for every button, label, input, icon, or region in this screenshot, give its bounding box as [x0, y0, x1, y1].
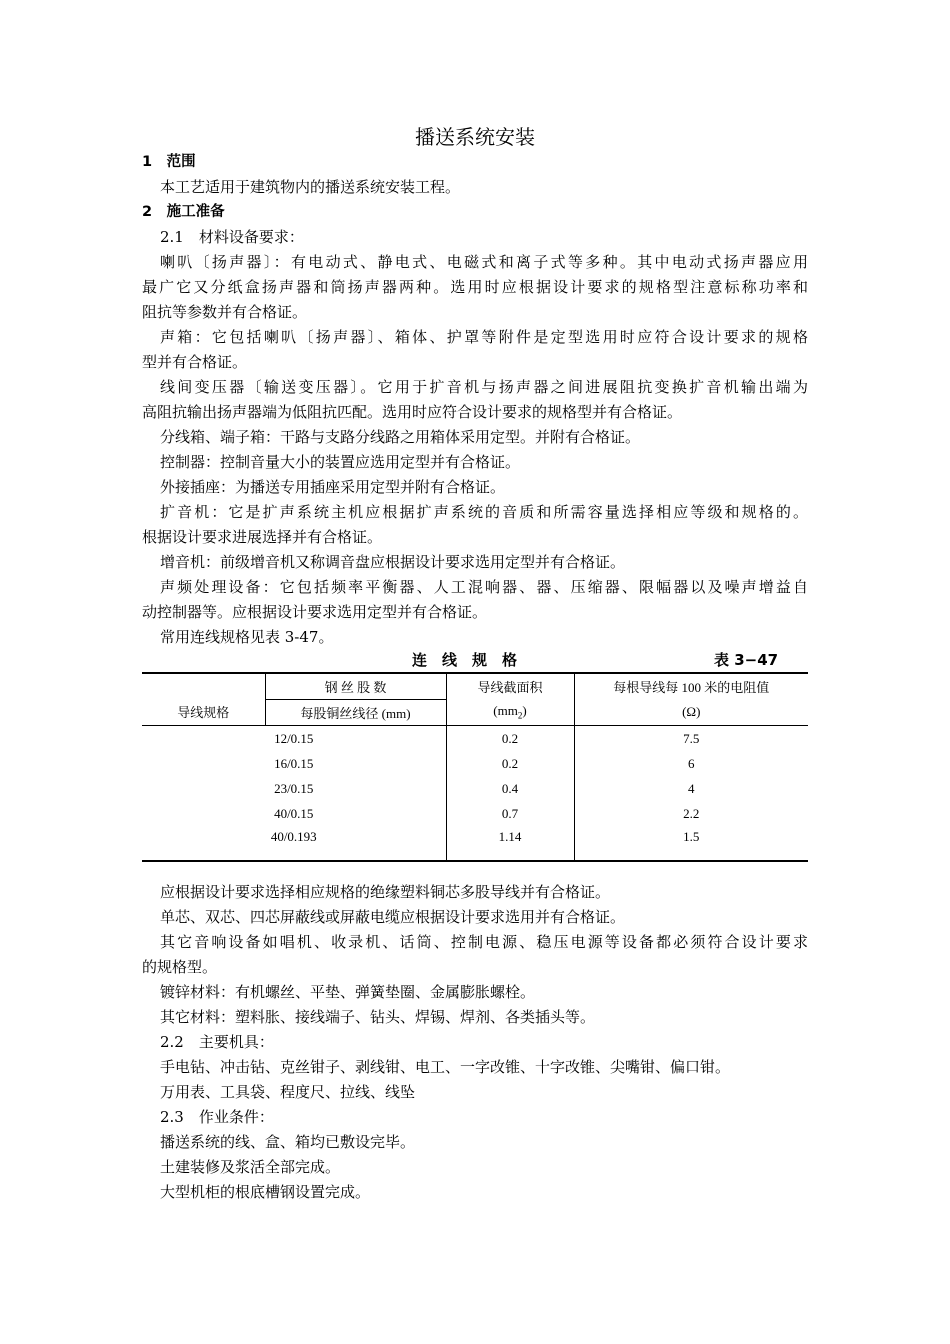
table-row [142, 726, 808, 752]
transformer-paragraph-line-1: 线间变压器〔输送变压器〕。它用于扩音机与扬声器之间进展阻抗变换扩音机输出端为 [160, 378, 808, 396]
soundbox-paragraph-line-2: 型并有合格证。 [142, 353, 248, 371]
other-materials-paragraph: 其它材料：塑料胀、接线端子、钻头、焊锡、焊剂、各类插头等。 [160, 1008, 596, 1026]
table-number: 表 3−47 [714, 651, 779, 669]
table-reference: 常用连线规格见表 3-47。 [160, 628, 334, 646]
table-caption: 连 线 规 格 [412, 651, 518, 669]
wire-spec-table [142, 672, 808, 862]
amplifier-paragraph-line-1: 扩音机：它是扩声系统主机应根据扩声系统的音质和所需容量选择相应等级和规格的。 [160, 503, 808, 521]
cell-resistance: 4 [688, 780, 695, 796]
section-2-2-heading: 2.2 主要机具： [160, 1033, 274, 1051]
cell-area: 0.2 [446, 726, 574, 752]
header-wire-spec: 导线规格 [142, 673, 265, 726]
shielded-cable-paragraph: 单芯、双芯、四芯屏蔽线或屏蔽电缆应根据设计要求选用并有合格证。 [160, 908, 626, 926]
header-strand-diameter: 每股铜丝线径 (mm) [265, 700, 446, 726]
junction-box-paragraph: 分线箱、端子箱：干路与支路分线路之用箱体采用定型。并附有合格证。 [160, 428, 641, 446]
cell-resistance: 1.5 [574, 826, 808, 861]
other-equipment-paragraph-line-2: 的规格型。 [142, 958, 218, 976]
wire-paragraph: 应根据设计要求选择相应规格的绝缘塑料铜芯多股导线并有合格证。 [160, 883, 611, 901]
speaker-paragraph-line-3: 阻抗等参数并有合格证。 [142, 303, 308, 321]
section-1-text: 本工艺适用于建筑物内的播送系统安装工程。 [160, 178, 461, 196]
table-row [142, 776, 808, 801]
cell-spec: 40/0.15 [142, 801, 446, 826]
header-cross-section: 导线截面积 [446, 673, 574, 700]
cell-spec: 40/0.193 [142, 826, 446, 861]
cell-resistance: 7.5 [683, 730, 700, 746]
header-resistance: 每根导线每 100 米的电阻值 [574, 673, 808, 700]
cell-spec: 23/0.15 [142, 776, 446, 801]
section-2-3-heading: 2.3 作业条件： [160, 1108, 274, 1126]
section-1-heading: 1 范围 [142, 154, 196, 170]
page-title: 播送系统安装 [415, 125, 535, 149]
cell-spec: 12/0.15 [142, 726, 446, 752]
table-header-row-1 [142, 673, 808, 700]
audio-processing-paragraph-line-2: 动控制器等。应根据设计要求选用定型并有合格证。 [142, 603, 488, 621]
header-cross-section-unit: $(mm_2)$ [446, 700, 574, 726]
tools-line-2: 万用表、工具袋、程度尺、拉线、线坠 [160, 1083, 416, 1101]
controller-paragraph: 控制器：控制音量大小的装置应选用定型并有合格证。 [160, 453, 521, 471]
cell-area: 1.14 [446, 826, 574, 861]
table-row [142, 826, 808, 861]
section-2-1-heading: 2.1 材料设备要求： [160, 228, 304, 246]
table-row [142, 801, 808, 826]
cell-area: 0.4 [446, 776, 574, 801]
audio-processing-paragraph-line-1: 声频处理设备：它包括频率平衡器、人工混响器、器、压缩器、限幅器以及噪声增益自 [160, 578, 808, 596]
amplifier-paragraph-line-2: 根据设计要求进展选择并有合格证。 [142, 528, 383, 546]
cell-area: 0.2 [446, 751, 574, 776]
table-row [142, 751, 808, 776]
galvanized-materials-paragraph: 镀锌材料：有机螺丝、平垫、弹簧垫圈、金属膨胀螺栓。 [160, 983, 536, 1001]
header-strand-count: 钢 丝 股 数 [265, 673, 446, 700]
preamp-paragraph: 增音机：前级增音机又称调音盘应根据设计要求选用定型并有合格证。 [160, 553, 626, 571]
socket-paragraph: 外接插座：为播送专用插座采用定型并附有合格证。 [160, 478, 506, 496]
speaker-paragraph-line-2: 最广它又分纸盒扬声器和筒扬声器两种。选用时应根据设计要求的规格型注意标称功率和 [142, 278, 808, 296]
tools-line-1: 手电钻、冲击钻、克丝钳子、剥线钳、电工、一字改锥、十字改锥、尖嘴钳、偏口钳。 [160, 1058, 731, 1076]
cell-resistance: 6 [688, 755, 695, 771]
speaker-paragraph-line-1: 喇叭〔扬声器〕：有电动式、静电式、电磁式和离子式等多种。其中电动式扬声器应用 [160, 253, 808, 271]
other-equipment-paragraph-line-1: 其它音响设备如唱机、收录机、话筒、控制电源、稳压电源等设备都必须符合设计要求 [160, 933, 808, 951]
transformer-paragraph-line-2: 高阻抗输出扬声器端为低阻抗匹配。选用时应符合设计要求的规格型并有合格证。 [142, 403, 683, 421]
condition-line-3: 大型机柜的根底槽钢设置完成。 [160, 1183, 371, 1201]
cell-area: 0.7 [446, 801, 574, 826]
soundbox-paragraph-line-1: 声箱：它包括喇叭〔扬声器〕、箱体、护罩等附件是定型选用时应符合设计要求的规格 [160, 328, 808, 346]
condition-line-2: 土建装修及浆活全部完成。 [160, 1158, 341, 1176]
cell-resistance: 2.2 [683, 805, 700, 821]
header-resistance-unit: (Ω) [574, 700, 808, 726]
cell-spec: 16/0.15 [142, 751, 446, 776]
condition-line-1: 播送系统的线、盒、箱均已敷设完毕。 [160, 1133, 416, 1151]
section-2-heading: 2 施工准备 [142, 204, 225, 220]
